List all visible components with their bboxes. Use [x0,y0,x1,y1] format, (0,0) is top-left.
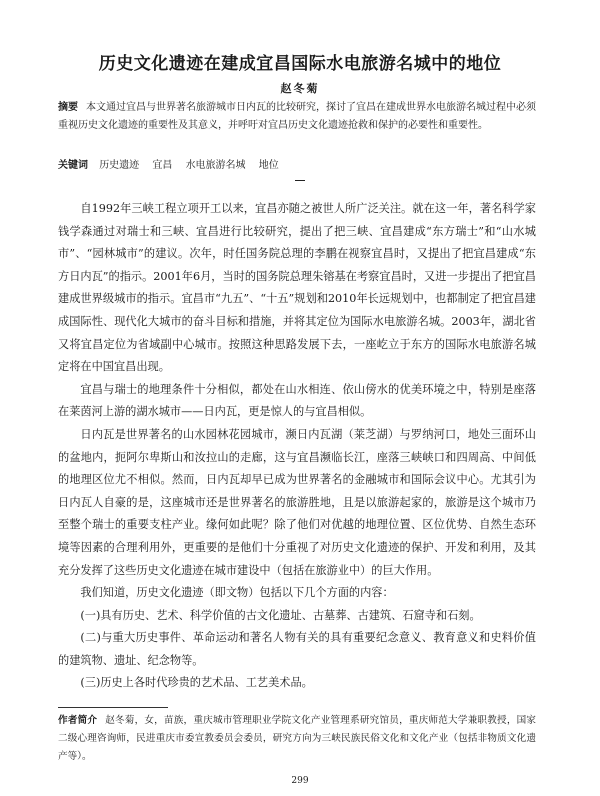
body-paragraph: 我们知道，历史文化遗迹（即文物）包括以下几个方面的内容： [80,586,394,600]
keywords [58,158,536,174]
body-paragraph: 自1992年三峡工程立项开工以来，宜昌亦随之被世人所广泛关注。就在这一年，著名科学家钱学森通过对瑞士和三峡、宜昌进行比较研究，提出了把三峡、宜昌建成“东方瑞士”和“山水城市”、“园林城市”的建议。次年，时任国务院总理的李鹏在视察宜昌时，又提出了把宜昌建成“东方日内瓦”的指示。2001年6月，当时的国务院总理朱镕基在考察宜昌时，又进一步提出了把宜昌建成世界级城市的指示。宜昌市“九五”、“十五”规划和2010年长远规划中，也都制定了把宜昌建成国际性、现代化大城市的奋斗目标和措施，并将其定位为国际水电旅游名城。2003年，湖北省又将宜昌定位为省域副中心城市。按照这种思路发展下去，一座屹立于东方的国际水电旅游名城定将在中国宜昌出现。 [58,202,536,374]
body-paragraph: 日内瓦是世界著名的山水园林花园城市，濒日内瓦湖（莱芝湖）与罗纳河口，地处三面环山的盆地内，扼阿尔卑斯山和汝拉山的走廊，这与宜昌濒临长江，座落三峡峡口和四周高、中间低的地理区位尤不相似。然而，日内瓦却早已成为世界著名的金融城市和国际会议中心。尤其引为日内瓦人自豪的是，这座城市还是世界著名的旅游胜地，且是以旅游起家的，旅游是这个城市乃至整个瑞士的重要支柱产业。缘何如此呢？除了他们对优越的地理位置、区位优势、自然生态环境等因素的合理利用外，更重要的是他们十分重视了对历史文化遗迹的保护、开发和利用，及其充分发挥了这些历史文化遗迹在城市建设中（包括在旅游业中）的巨大作用。 [58,427,536,577]
keyword: 宜昌 [152,160,173,171]
abstract [58,99,536,135]
page-number: 299 [291,776,309,786]
section-marker [295,180,305,181]
list-item: (三)历史上各时代珍贵的艺术品、工艺美术品。 [80,676,313,690]
keyword: 地位 [258,160,279,171]
section-marker-text [0,0,1,1]
list-item: (二)与重大历史事件、革命运动和著名人物有关的具有重要纪念意义、教育意义和史料价值的建筑物、遗址、纪念物等。 [58,631,536,667]
author-bio-footnote [58,712,536,766]
article-author: 赵冬菊 [280,82,320,95]
article-body [58,198,536,695]
keyword: 水电旅游名城 [185,160,246,171]
article-title: 历史文化遗迹在建成宜昌国际水电旅游名城中的地位 [98,54,502,74]
abstract-label: 摘要 [58,102,78,113]
footnote-label: 作者简介 [58,715,98,726]
footnote-text: 赵冬菊，女，苗族，重庆城市管理职业学院文化产业管理系研究馆员，重庆师范大学兼职教授，国家二级心理咨询师，民进重庆市委宣教委员会委员，研究方向为三峡民族民俗文化和文化产业（包括非物质文化遗产等）。 [58,715,537,762]
footnote-divider [58,707,168,708]
list-item: (一)具有历史、艺术、科学价值的古文化遗址、古墓葬、古建筑、石窟寺和石刻。 [80,608,481,622]
keywords-label: 关键词 [58,160,88,171]
body-paragraph: 宜昌与瑞士的地理条件十分相似，都处在山水相连、依山傍水的优美环境之中，特别是座落在莱茵河上游的湖水城市——日内瓦，更是惊人的与宜昌相似。 [58,382,536,419]
abstract-text: 本文通过宜昌与世界著名旅游城市日内瓦的比较研究，探讨了宜昌在建成世界水电旅游名城过程中必须重视历史文化遗迹的重要性及其意义，并呼吁对宜昌历史文化遗迹抢救和保护的必要性和重要性。 [58,102,536,131]
keyword: 历史遗迹 [99,160,140,171]
